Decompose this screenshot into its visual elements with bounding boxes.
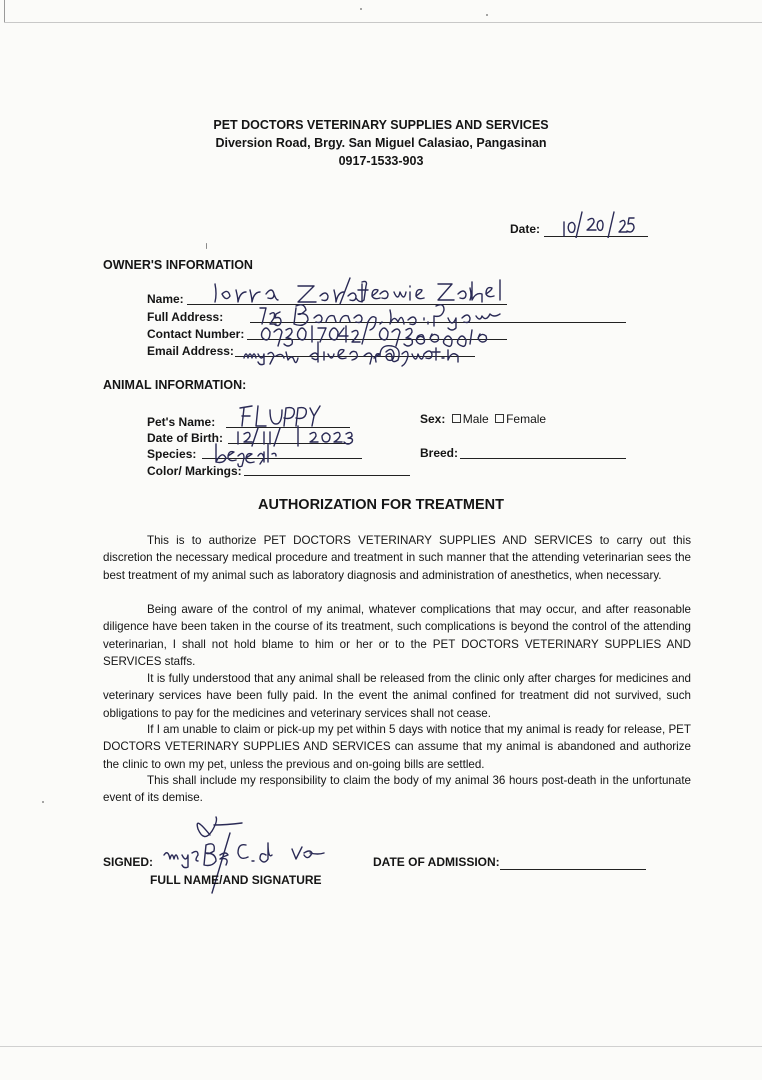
species-label: Species: — [147, 447, 197, 461]
authorization-title: AUTHORIZATION FOR TREATMENT — [258, 497, 504, 513]
paragraph-text: This is to authorize PET DOCTORS VETERINARY SUPPLIES AND SERVICES to carry out this discretion the necessary medical procedure and treatment in such manner that the attending veterinarian sees the best treatment of my animal such as laboratory diagnosis and administration of anesthetics, when necessary. — [103, 534, 691, 582]
authorization-paragraph — [103, 532, 691, 584]
business-phone: 0917-1533-903 — [338, 154, 424, 168]
color-markings-line — [244, 475, 410, 476]
sex-label: Sex: — [420, 412, 446, 426]
date-of-admission-line — [500, 869, 646, 870]
breed-line — [460, 458, 626, 459]
date-label: Date: — [510, 222, 541, 236]
paragraph-text: Being aware of the control of my animal, whatever complications that may occur, and after reasonable diligence have been taken in the course of its treatment, such complications is beyond the control of the attending veterinarian, I shall not hold blame to him or her or to the PET DOCTORS VETERINARY SUPPLIES AND SERVICES staffs. — [103, 603, 691, 668]
pet-name-value — [236, 400, 237, 401]
animal-section-title: ANIMAL INFORMATION: — [103, 378, 247, 392]
color-markings-label: Color/ Markings: — [147, 464, 242, 478]
authorization-paragraph — [103, 670, 691, 722]
authorization-paragraph — [103, 601, 691, 670]
date-handwriting — [558, 210, 648, 238]
female-option: Female — [506, 412, 547, 426]
scan-speck — [360, 8, 362, 10]
female-checkbox[interactable] — [495, 414, 504, 423]
paragraph-text: If I am unable to claim or pick-up my pet within 5 days with notice that my animal is ready for release, PET DOCTORS VETERINARY SUPPLIES AND SERVICES can assume that my animal is abandoned and authorize the clinic to own my pet, unless the previous and on-going bills are settled. — [103, 723, 691, 771]
scan-edge — [4, 0, 5, 22]
species-handwriting — [212, 440, 292, 466]
date-of-admission-label: DATE OF ADMISSION: — [373, 855, 500, 869]
scan-speck — [206, 243, 207, 249]
contact-number-label: Contact Number: — [147, 327, 245, 341]
dob-value — [236, 424, 237, 425]
scan-speck — [42, 801, 44, 803]
pet-name-label: Pet's Name: — [147, 415, 216, 429]
full-address-label: Full Address: — [147, 310, 224, 324]
signed-label: SIGNED: — [103, 855, 154, 869]
male-checkbox[interactable] — [452, 414, 461, 423]
business-name: PET DOCTORS VETERINARY SUPPLIES AND SERVICES — [213, 118, 549, 132]
business-address: Diversion Road, Brgy. San Miguel Calasiao, Pangasinan — [215, 136, 547, 150]
scan-edge — [4, 22, 762, 23]
male-option: Male — [462, 412, 489, 426]
owner-section-title: OWNER'S INFORMATION — [103, 258, 253, 272]
dob-label: Date of Birth: — [147, 431, 223, 445]
email-address-label: Email Address: — [147, 344, 234, 358]
breed-label: Breed: — [420, 446, 459, 460]
sex-field — [420, 412, 546, 426]
full-name-signature-label: FULL NAME/AND SIGNATURE — [150, 873, 322, 887]
authorization-paragraph — [103, 772, 691, 807]
scan-edge — [0, 1046, 762, 1047]
paragraph-text: It is fully understood that any animal shall be released from the clinic only after charges for medicines and veterinary services have been fully paid. In the event the animal confined for treatment did not survived, such obligations to pay for the medicines and veterinary services shall not cease. — [103, 672, 691, 720]
paragraph-text: This shall include my responsibility to claim the body of my animal 36 hours post-death in the unfortunate event of its demise. — [103, 774, 691, 805]
owner-name-label: Name: — [147, 292, 184, 306]
email-address-handwriting — [240, 334, 470, 364]
authorization-paragraph — [103, 721, 691, 773]
scan-speck — [486, 14, 488, 16]
